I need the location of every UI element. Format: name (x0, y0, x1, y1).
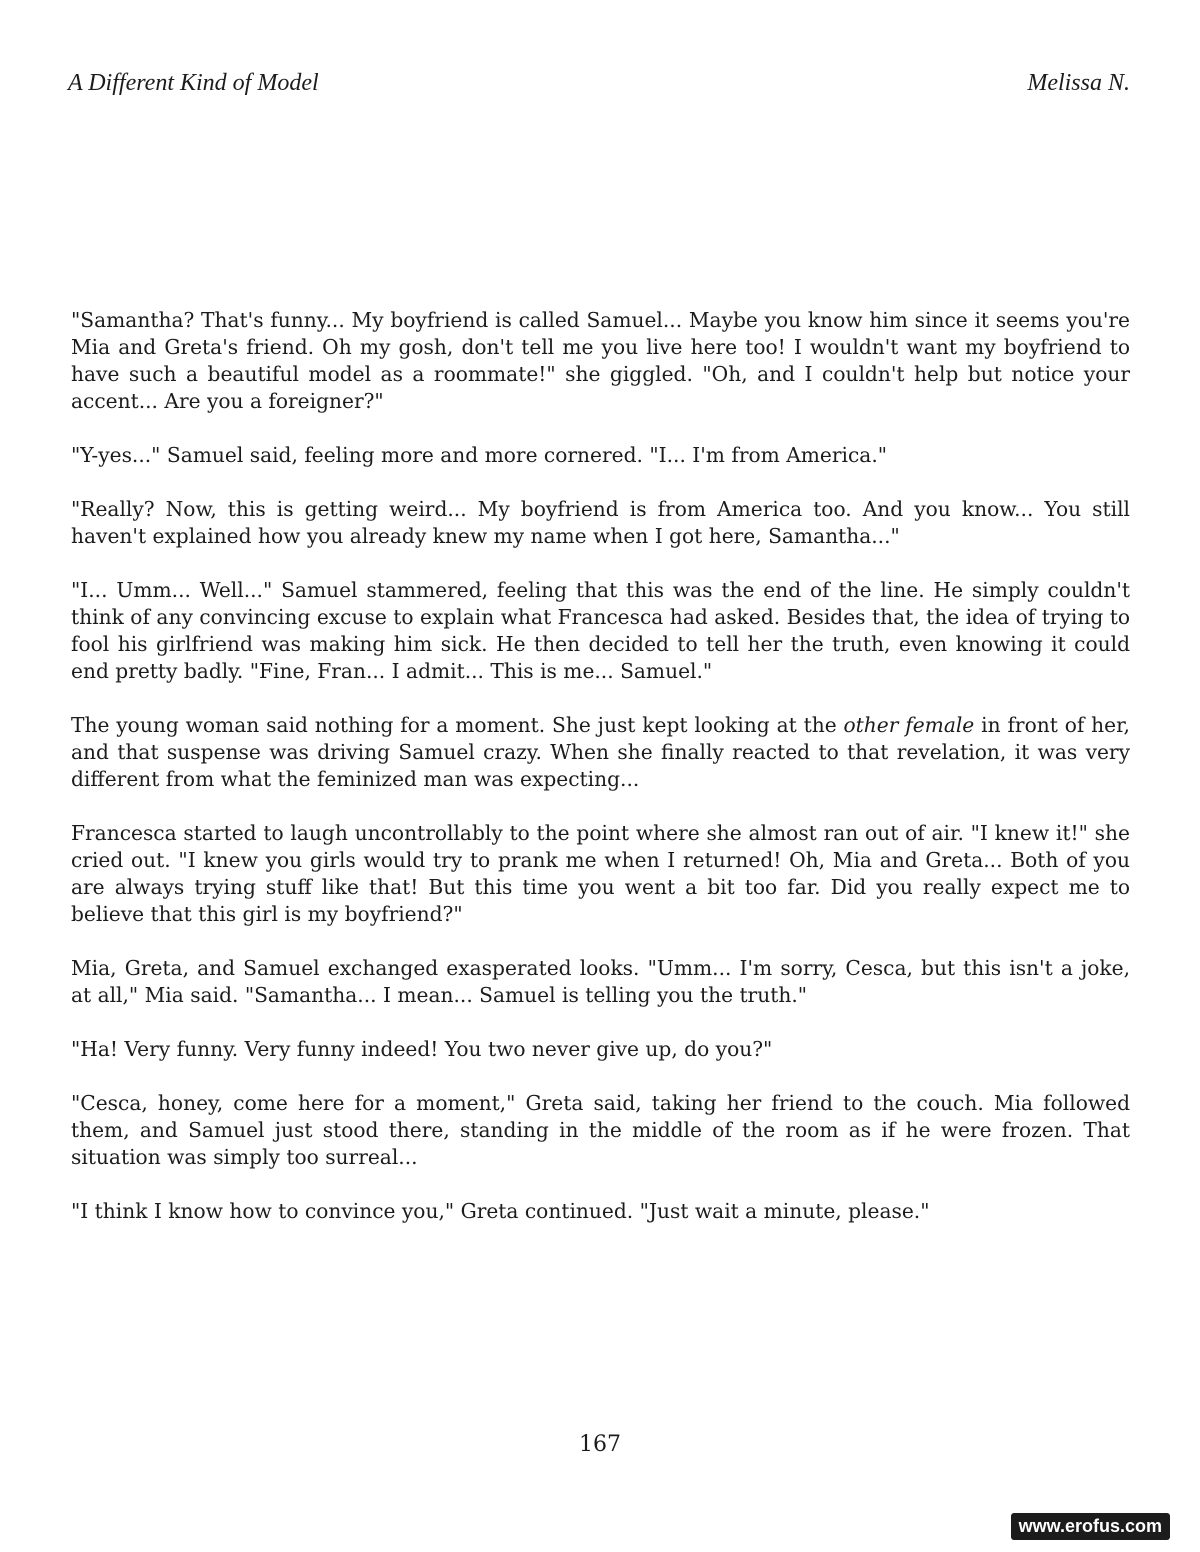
paragraph: "Cesca, honey, come here for a moment," Greta said, taking her friend to the couch. Mia followed them, and Samuel just stood there, standing in the middle of the room as if he were frozen. That situation was simply too surreal... (71, 1091, 1130, 1169)
book-title: A Different Kind of Model (68, 70, 319, 96)
body-text (71, 307, 1130, 1225)
watermark-link[interactable]: www.erofus.com (1011, 1513, 1170, 1540)
paragraph: Mia, Greta, and Samuel exchanged exasperated looks. "Umm... I'm sorry, Cesca, but this isn't a joke, at all," Mia said. "Samantha... I mean... Samuel is telling you the truth." (71, 956, 1130, 1007)
paragraph-text: The young woman said nothing for a moment. She just kept looking at the (71, 713, 844, 737)
paragraph: "Really? Now, this is getting weird... My boyfriend is from America too. And you know... You still haven't explained how you already knew my name when I got here, Samantha..." (71, 497, 1130, 548)
paragraph: Francesca started to laugh uncontrollably to the point where she almost ran out of air. "I knew it!" she cried out. "I knew you girls would try to prank me when I returned! Oh, Mia and Greta... Both of you are always trying stuff like that! But this time you went a bit too far. Did you really expect me to believe that this girl is my boyfriend?" (71, 821, 1130, 926)
page-number: 167 (579, 1432, 621, 1457)
paragraph (71, 712, 1130, 793)
paragraph: "Ha! Very funny. Very funny indeed! You two never give up, do you?" (71, 1037, 773, 1061)
paragraph: "I... Umm... Well..." Samuel stammered, feeling that this was the end of the line. He simply couldn't think of any convincing excuse to explain what Francesca had asked. Besides that, the idea of trying to fool his girlfriend was making him sick. He then decided to tell her the truth, even knowing it could end pretty badly. "Fine, Fran... I admit... This is me... Samuel." (71, 578, 1130, 683)
paragraph-text: in front of her, and that suspense was driving Samuel crazy. When she finally reacted to that revelation, it was very different from what the feminized man was expecting... (71, 713, 1130, 791)
emphasized-text: other female (843, 713, 975, 737)
page-header (68, 70, 1130, 100)
paragraph: "I think I know how to convince you," Greta continued. "Just wait a minute, please." (71, 1199, 930, 1223)
paragraph: "Samantha? That's funny... My boyfriend is called Samuel... Maybe you know him since it seems you're Mia and Greta's friend. Oh my gosh, don't tell me you live here too! I wouldn't want my boyfriend to have such a beautiful model as a roommate!" she giggled. "Oh, and I couldn't help but notice your accent... Are you a foreigner?" (71, 308, 1130, 413)
paragraph: "Y-yes..." Samuel said, feeling more and more cornered. "I... I'm from America." (71, 443, 888, 467)
author-name: Melissa N. (1027, 70, 1130, 96)
